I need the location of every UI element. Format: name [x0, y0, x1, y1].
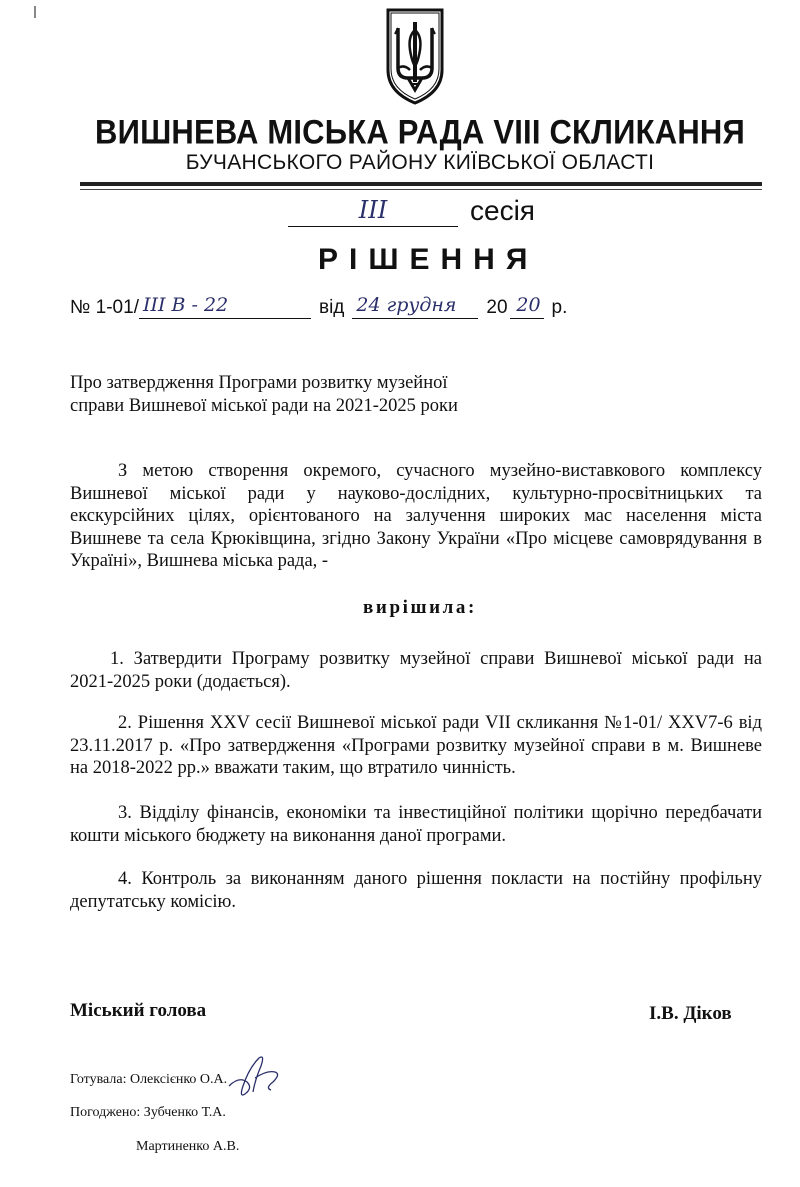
preamble-paragraph: [70, 460, 762, 573]
resolution-item-3: [70, 802, 762, 847]
decision-number-line: [70, 294, 575, 319]
decision-number-value: ІІІ В - 22: [139, 294, 311, 319]
scan-corner-mark: [34, 6, 36, 18]
decision-subject: [70, 372, 510, 418]
resolution-item-4: [70, 868, 762, 913]
decision-number-prefix: № 1-01/: [70, 297, 139, 318]
resolved-heading: вирішила:: [363, 597, 477, 618]
header-divider-thick: [80, 182, 762, 186]
year-value: 20: [510, 294, 544, 319]
decision-title: РІШЕННЯ: [318, 243, 539, 276]
preamble-text: З метою створення окремого, сучасного музейно-виставкового комплексу Вишневої міської ради у науково-дослідних, культурно-просвітницьких та екскурсійних цілях, орієнтованого на залучення широких мас населення міста Вишневе та села Крюківщина, згідно Закону України «Про місцеве самоврядування в Україні», Вишнева міська рада, -: [70, 461, 762, 571]
session-line: [288, 195, 535, 227]
resolution-item-text: 1. Затвердити Програму розвитку музейної справи Вишневої міської ради на 2021-2025 роки (додається).: [70, 649, 762, 692]
header-divider-thin: [80, 189, 762, 190]
mayor-name: І.В. Діков: [649, 1003, 732, 1024]
mayor-title: Міський голова: [70, 1000, 207, 1021]
subject-line-1: Про затвердження Програми розвитку музейної: [70, 373, 448, 393]
decision-date-value: 24 грудня: [352, 294, 478, 319]
session-label: сесія: [470, 195, 535, 226]
subject-line-2: справи Вишневої міської ради на 2021-2025 роки: [70, 396, 458, 416]
approved-by-2: Мартиненко А.В.: [136, 1139, 240, 1154]
session-number: ІІІ: [288, 196, 458, 227]
resolution-item-text: 2. Рішення XXV сесії Вишневої міської ради VII скликання №1-01/ XXV7-6 від 23.11.2017 р. «Про затвердження «Програми розвитку музейної справи в м. Вишневе на 2018-2022 рр.» вважати таким, що втратило чинність.: [70, 713, 762, 778]
prepared-by: Готувала: Олексієнко О.А.: [70, 1072, 228, 1087]
resolution-item-text: 4. Контроль за виконанням даного рішення покласти на постійну профільну депутатську комісію.: [70, 869, 762, 912]
date-label: від: [318, 297, 345, 318]
resolution-item-text: 3. Відділу фінансів, економіки та інвестиційної політики щорічно передбачати кошти міського бюджету на виконання даної програми.: [70, 803, 762, 846]
year-prefix: 20: [486, 297, 508, 318]
approved-by: Погоджено: Зубченко Т.А.: [70, 1105, 226, 1120]
trident-coat-of-arms-icon: [384, 6, 446, 106]
year-suffix: р.: [551, 297, 568, 318]
resolution-item-1: [70, 648, 762, 693]
council-name: ВИШНЕВА МІСЬКА РАДА VIII СКЛИКАННЯ: [95, 112, 745, 152]
resolution-item-2: [70, 712, 762, 780]
council-subtitle: БУЧАНСЬКОГО РАЙОНУ КИЇВСЬКОЇ ОБЛАСТІ: [185, 151, 655, 174]
handwritten-signature-icon: [225, 1052, 285, 1100]
